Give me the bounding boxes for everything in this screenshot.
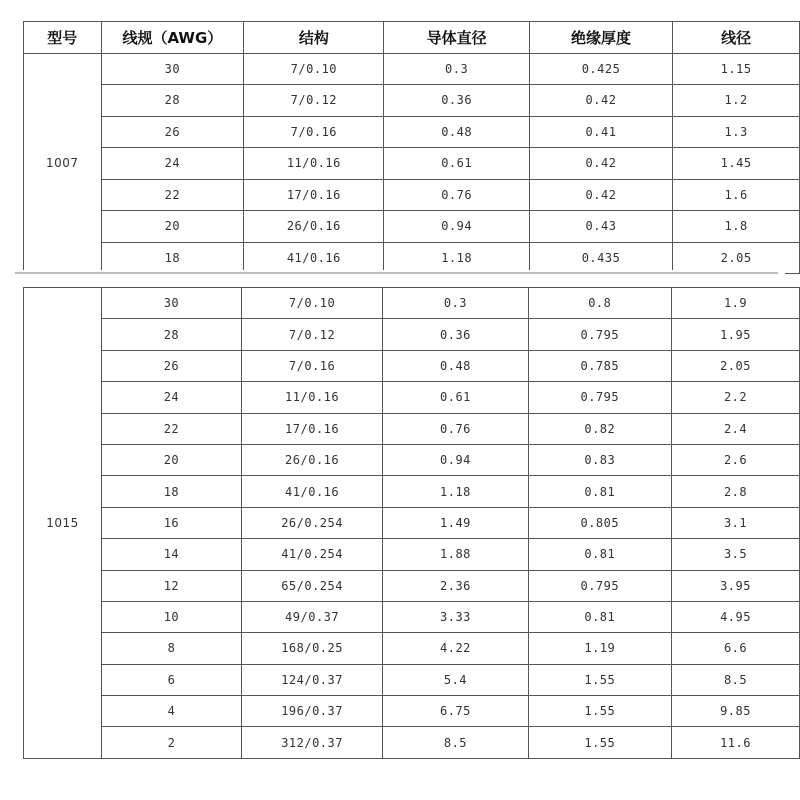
header-row xyxy=(24,22,800,54)
wire-diameter-cell: 2.6 xyxy=(672,444,800,475)
structure-cell: 41/0.254 xyxy=(241,539,383,570)
table-row xyxy=(24,242,800,274)
table-body-1007 xyxy=(24,53,800,274)
insulation-thickness-cell: 0.42 xyxy=(529,179,672,211)
conductor-diameter-cell: 0.76 xyxy=(384,179,529,211)
wire-diameter-cell: 1.45 xyxy=(673,148,800,180)
awg-cell: 28 xyxy=(101,85,244,117)
awg-cell: 24 xyxy=(101,148,244,180)
conductor-diameter-cell: 6.75 xyxy=(383,696,528,727)
structure-cell: 11/0.16 xyxy=(244,148,384,180)
conductor-diameter-cell: 0.61 xyxy=(383,382,528,413)
awg-cell: 28 xyxy=(102,319,242,350)
wire-diameter-cell: 2.8 xyxy=(672,476,800,507)
structure-cell: 26/0.16 xyxy=(241,444,383,475)
awg-cell: 22 xyxy=(102,413,242,444)
table-row xyxy=(24,53,800,85)
conductor-diameter-cell: 0.48 xyxy=(384,116,529,148)
insulation-thickness-cell: 0.43 xyxy=(529,211,672,243)
insulation-thickness-cell: 0.81 xyxy=(528,476,672,507)
header-insulation-thickness: 绝缘厚度 xyxy=(529,22,672,54)
insulation-thickness-cell: 1.55 xyxy=(528,696,672,727)
model-cell: 1015 xyxy=(24,288,102,759)
conductor-diameter-cell: 0.48 xyxy=(383,350,528,381)
wire-spec-table-1015 xyxy=(23,287,800,759)
awg-cell: 10 xyxy=(102,601,242,632)
table-row xyxy=(24,727,800,758)
conductor-diameter-cell: 2.36 xyxy=(383,570,528,601)
wire-diameter-cell: 2.05 xyxy=(673,242,800,274)
structure-cell: 26/0.16 xyxy=(244,211,384,243)
awg-cell: 30 xyxy=(101,53,244,85)
table-row xyxy=(24,601,800,632)
table-row xyxy=(24,350,800,381)
insulation-thickness-cell: 0.425 xyxy=(529,53,672,85)
insulation-thickness-cell: 0.805 xyxy=(528,507,672,538)
structure-cell: 17/0.16 xyxy=(241,413,383,444)
wire-diameter-cell: 3.95 xyxy=(672,570,800,601)
insulation-thickness-cell: 1.55 xyxy=(528,664,672,695)
conductor-diameter-cell: 0.94 xyxy=(383,444,528,475)
structure-cell: 7/0.12 xyxy=(244,85,384,117)
structure-cell: 41/0.16 xyxy=(244,242,384,274)
insulation-thickness-cell: 0.8 xyxy=(528,288,672,319)
conductor-diameter-cell: 3.33 xyxy=(383,601,528,632)
table-row xyxy=(24,413,800,444)
awg-cell: 20 xyxy=(101,211,244,243)
conductor-diameter-cell: 0.76 xyxy=(383,413,528,444)
awg-cell: 24 xyxy=(102,382,242,413)
header-structure: 结构 xyxy=(244,22,384,54)
conductor-diameter-cell: 1.49 xyxy=(383,507,528,538)
insulation-thickness-cell: 0.42 xyxy=(529,148,672,180)
wire-diameter-cell: 8.5 xyxy=(672,664,800,695)
header-awg: 线规（AWG） xyxy=(101,22,244,54)
table-row xyxy=(24,211,800,243)
wire-diameter-cell: 6.6 xyxy=(672,633,800,664)
structure-cell: 7/0.10 xyxy=(244,53,384,85)
structure-cell: 65/0.254 xyxy=(241,570,383,601)
awg-cell: 22 xyxy=(101,179,244,211)
table-row xyxy=(24,444,800,475)
table-row xyxy=(24,507,800,538)
separator-line xyxy=(15,272,778,274)
conductor-diameter-cell: 1.18 xyxy=(383,476,528,507)
structure-cell: 7/0.12 xyxy=(241,319,383,350)
header-conductor-diameter: 导体直径 xyxy=(384,22,529,54)
insulation-thickness-cell: 0.81 xyxy=(528,601,672,632)
structure-cell: 7/0.16 xyxy=(241,350,383,381)
awg-cell: 4 xyxy=(102,696,242,727)
insulation-thickness-cell: 0.83 xyxy=(528,444,672,475)
insulation-thickness-cell: 0.435 xyxy=(529,242,672,274)
wire-spec-table-1007 xyxy=(23,21,800,274)
wire-diameter-cell: 1.9 xyxy=(672,288,800,319)
insulation-thickness-cell: 0.82 xyxy=(528,413,672,444)
insulation-thickness-cell: 1.55 xyxy=(528,727,672,758)
model-cell: 1007 xyxy=(24,53,102,274)
table-row xyxy=(24,696,800,727)
conductor-diameter-cell: 8.5 xyxy=(383,727,528,758)
conductor-diameter-cell: 0.94 xyxy=(384,211,529,243)
conductor-diameter-cell: 0.3 xyxy=(383,288,528,319)
wire-diameter-cell: 9.85 xyxy=(672,696,800,727)
conductor-diameter-cell: 5.4 xyxy=(383,664,528,695)
table-row xyxy=(24,664,800,695)
table-row xyxy=(24,85,800,117)
insulation-thickness-cell: 1.19 xyxy=(528,633,672,664)
conductor-diameter-cell: 4.22 xyxy=(383,633,528,664)
insulation-thickness-cell: 0.795 xyxy=(528,382,672,413)
header-model: 型号 xyxy=(24,22,102,54)
awg-cell: 14 xyxy=(102,539,242,570)
structure-cell: 168/0.25 xyxy=(241,633,383,664)
structure-cell: 7/0.10 xyxy=(241,288,383,319)
insulation-thickness-cell: 0.785 xyxy=(528,350,672,381)
awg-cell: 16 xyxy=(102,507,242,538)
awg-cell: 8 xyxy=(102,633,242,664)
wire-diameter-cell: 1.6 xyxy=(673,179,800,211)
table-body-1015 xyxy=(24,288,800,759)
insulation-thickness-cell: 0.795 xyxy=(528,570,672,601)
table-row xyxy=(24,476,800,507)
awg-cell: 20 xyxy=(102,444,242,475)
table-row xyxy=(24,570,800,601)
awg-cell: 18 xyxy=(102,476,242,507)
structure-cell: 7/0.16 xyxy=(244,116,384,148)
wire-diameter-cell: 11.6 xyxy=(672,727,800,758)
insulation-thickness-cell: 0.795 xyxy=(528,319,672,350)
awg-cell: 18 xyxy=(101,242,244,274)
wire-diameter-cell: 1.15 xyxy=(673,53,800,85)
wire-diameter-cell: 3.1 xyxy=(672,507,800,538)
insulation-thickness-cell: 0.81 xyxy=(528,539,672,570)
conductor-diameter-cell: 0.36 xyxy=(383,319,528,350)
wire-diameter-cell: 3.5 xyxy=(672,539,800,570)
conductor-diameter-cell: 0.61 xyxy=(384,148,529,180)
insulation-thickness-cell: 0.41 xyxy=(529,116,672,148)
insulation-thickness-cell: 0.42 xyxy=(529,85,672,117)
awg-cell: 2 xyxy=(102,727,242,758)
awg-cell: 26 xyxy=(101,116,244,148)
awg-cell: 12 xyxy=(102,570,242,601)
table-row xyxy=(24,382,800,413)
table-row xyxy=(24,116,800,148)
table-row xyxy=(24,179,800,211)
structure-cell: 41/0.16 xyxy=(241,476,383,507)
wire-diameter-cell: 2.2 xyxy=(672,382,800,413)
conductor-diameter-cell: 0.36 xyxy=(384,85,529,117)
conductor-diameter-cell: 0.3 xyxy=(384,53,529,85)
wire-diameter-cell: 2.05 xyxy=(672,350,800,381)
structure-cell: 17/0.16 xyxy=(244,179,384,211)
wire-diameter-cell: 1.8 xyxy=(673,211,800,243)
structure-cell: 196/0.37 xyxy=(241,696,383,727)
table-row xyxy=(24,319,800,350)
wire-diameter-cell: 1.3 xyxy=(673,116,800,148)
awg-cell: 30 xyxy=(102,288,242,319)
structure-cell: 49/0.37 xyxy=(241,601,383,632)
structure-cell: 312/0.37 xyxy=(241,727,383,758)
wire-diameter-cell: 4.95 xyxy=(672,601,800,632)
structure-cell: 124/0.37 xyxy=(241,664,383,695)
table-row xyxy=(24,288,800,319)
awg-cell: 6 xyxy=(102,664,242,695)
conductor-diameter-cell: 1.88 xyxy=(383,539,528,570)
table-row xyxy=(24,633,800,664)
header-wire-diameter: 线径 xyxy=(673,22,800,54)
table-row xyxy=(24,539,800,570)
wire-diameter-cell: 2.4 xyxy=(672,413,800,444)
wire-diameter-cell: 1.2 xyxy=(673,85,800,117)
structure-cell: 26/0.254 xyxy=(241,507,383,538)
structure-cell: 11/0.16 xyxy=(241,382,383,413)
awg-cell: 26 xyxy=(102,350,242,381)
conductor-diameter-cell: 1.18 xyxy=(384,242,529,274)
table-row xyxy=(24,148,800,180)
wire-diameter-cell: 1.95 xyxy=(672,319,800,350)
